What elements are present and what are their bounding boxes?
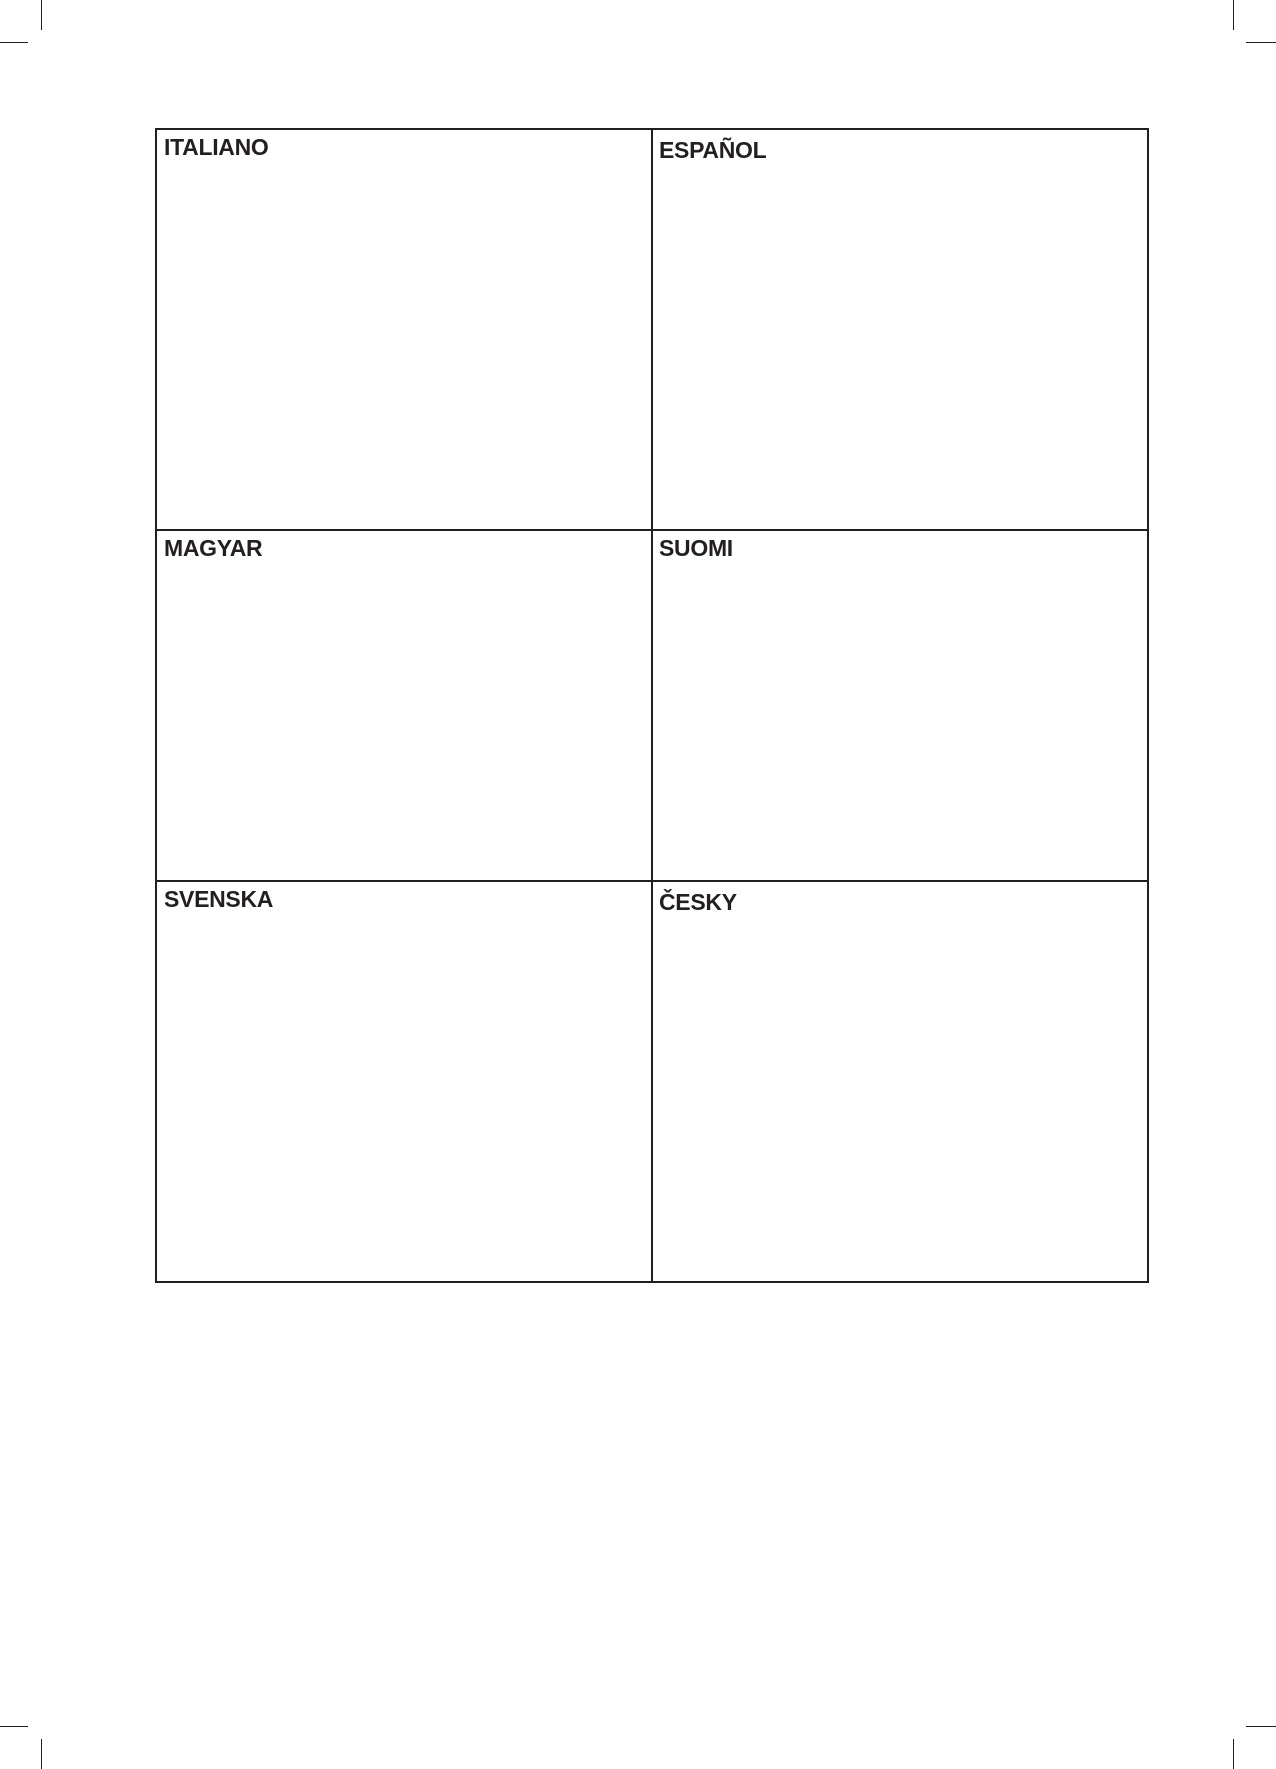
crop-mark-bottom-right-vertical: [1233, 1739, 1234, 1769]
section-title-italiano: ITALIANO: [164, 134, 269, 160]
section-title-espanol: ESPAÑOL: [659, 137, 767, 163]
crop-mark-top-left-vertical: [41, 0, 42, 30]
crop-mark-top-left-horizontal: [0, 42, 28, 43]
section-svenska: [157, 882, 653, 1281]
section-italiano: [157, 130, 653, 531]
section-magyar: [157, 531, 653, 882]
crop-mark-bottom-left-horizontal: [0, 1726, 28, 1727]
crop-mark-top-right-vertical: [1233, 0, 1234, 30]
section-title-magyar: MAGYAR: [164, 535, 263, 561]
section-espanol: [653, 130, 1147, 531]
section-title-cesky: ČESKY: [659, 889, 737, 915]
section-title-suomi: SUOMI: [659, 535, 733, 561]
section-cesky: [653, 882, 1147, 1281]
crop-mark-bottom-left-vertical: [41, 1739, 42, 1769]
crop-mark-top-right-horizontal: [1246, 42, 1276, 43]
crop-mark-bottom-right-horizontal: [1246, 1726, 1276, 1727]
section-suomi: [653, 531, 1147, 882]
section-title-svenska: SVENSKA: [164, 886, 274, 912]
language-grid: [155, 128, 1149, 1283]
